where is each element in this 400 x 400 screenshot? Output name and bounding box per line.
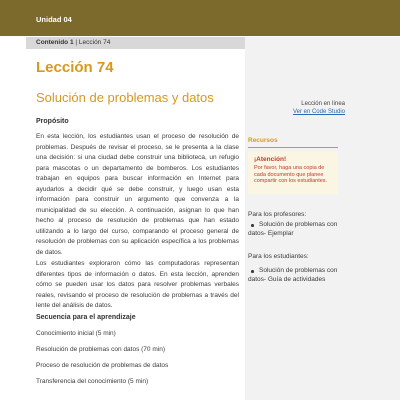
online-lesson-block	[293, 100, 345, 116]
explore-paragraph: Los estudiantes exploraron cómo las computadoras representan diferentes tipos de información o datos. En esta lección, aprenden cómo se pueden usar los datos para resolver problemas verbales reales, revisando el proceso de resolución de problemas a través del lente del análisis de datos.	[36, 260, 239, 309]
resources-divider	[248, 147, 338, 148]
code-studio-link[interactable]: Ver en Code Studio	[292, 109, 345, 115]
students-resource-link[interactable]: Solución de problemas con datos- Guía de actividades	[248, 267, 338, 283]
unit-label: Unidad 04	[36, 15, 72, 24]
breadcrumb-separator: |	[75, 39, 78, 46]
breadcrumb	[36, 39, 110, 46]
purpose-heading: Propósito	[36, 118, 69, 125]
purpose-paragraph: En esta lección, los estudiantes usan el proceso de resolución de problemas. Después de revisar el proceso, se le presenta a la clase una decisión: si una ciudad debe construir una biblioteca, un refugio para mascotas o un departamento de bomberos. Los estudiantes trabajan en equipos para buscar información en Internet para ayudarlos a decidir qué se debe construir, y luego usan esta información para construir un argumento que convenza a la municipalidad de su elección. A continuación, asignan lo que han hecho al proceso de resolución de problemas que han estado utilizando a lo largo del curso, comparando el proceso general de resolución de problemas con su aplicación específica a los problemas de datos.	[36, 133, 239, 256]
breadcrumb-content: Contenido 1	[36, 39, 74, 46]
alert-title: ¡Atención!	[254, 156, 287, 163]
breadcrumb-lesson: Lección 74	[78, 39, 111, 46]
sequence-item: Resolución de problemas con datos (70 min)	[36, 346, 165, 353]
sequence-item: Conocimiento inicial (5 min)	[36, 330, 116, 337]
teachers-label: Para los profesores:	[248, 211, 307, 218]
students-label: Para los estudiantes:	[248, 253, 309, 260]
teachers-resource-link[interactable]: Solución de problemas con datos- Ejemplar	[248, 221, 338, 237]
resources-title: Recursos	[248, 137, 278, 144]
online-lesson-label: Lección en línea	[301, 101, 345, 107]
sequence-heading: Secuencia para el aprendizaje	[36, 314, 136, 321]
page-title: Lección 74	[36, 59, 114, 76]
sequence-item: Transferencia del conocimiento (5 min)	[36, 378, 149, 385]
alert-text: Por favor, haga una copia de cada documento que planee compartir con los estudiantes.	[254, 165, 328, 184]
sequence-item: Proceso de resolución de problemas de datos	[36, 362, 169, 369]
page-subtitle: Solución de problemas y datos	[36, 90, 214, 105]
